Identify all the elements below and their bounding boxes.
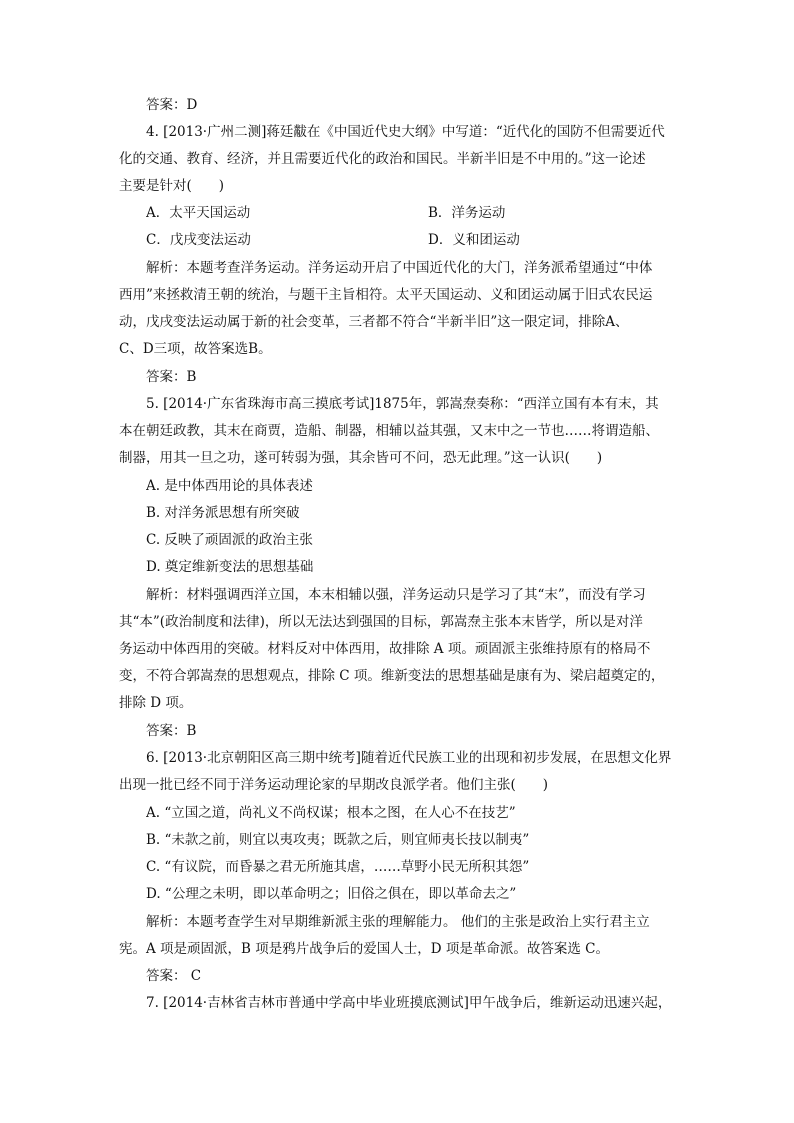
analysis-4-line-2: 西用”来拯救清王朝的统治，与题干主旨相符。太平天国运动、义和团运动属于旧式农民运: [119, 287, 653, 303]
question-4-option-b: B．洋务运动: [428, 205, 506, 221]
analysis-5-line-1: 解析：材料强调西洋立国，本末相辅以强，洋务运动只是学习了其“末”，而没有学习: [146, 587, 646, 603]
question-5-line-3: 制器，用其一旦之功，遂可转弱为强，其余皆可不问，恐无此理。”这一认识( ): [119, 450, 603, 466]
question-6-line-1: 6. [2013·北京朝阳区高三期中统考]随着近代民族工业的出现和初步发展，在思想文化界: [146, 750, 672, 766]
question-4-option-c: C．戊戌变法运动: [146, 232, 251, 248]
answer-4: 答案：B: [146, 369, 197, 385]
analysis-5-line-3: 务运动中体西用的突破。材料反对中体西用，故排除 A 项。顽固派主张维持原有的格局不: [119, 641, 651, 657]
question-6-option-a: A. “立国之道，尚礼义不尚权谋；根本之图，在人心不在技艺”: [146, 805, 516, 821]
analysis-4-line-1: 解析：本题考查洋务运动。洋务运动开启了中国近代化的大门，洋务派希望通过“中体: [146, 260, 653, 276]
question-4-line-3: 主要是针对( ): [119, 178, 225, 194]
analysis-5-line-4: 变，不符合郭嵩焘的思想观点，排除 C 项。维新变法的思想基础是康有为、梁启超奠定的，: [119, 668, 665, 684]
analysis-4-line-3: 动，戊戌变法运动属于新的社会变革，三者都不符合“半新半旧”这一限定词，排除A、: [119, 314, 629, 330]
question-5-option-d: D. 奠定维新变法的思想基础: [146, 559, 314, 575]
question-4-line-2: 化的交通、教育、经济，并且需要近代化的政治和国民。半新半旧是不中用的。”这一论述: [119, 151, 646, 167]
question-5-line-2: 本在朝廷政教，其末在商贾，造船、制器，相辅以益其强，又末中之一节也……将谓造船、: [119, 423, 659, 439]
question-5-option-c: C. 反映了顽固派的政治主张: [146, 532, 313, 548]
question-5-line-1: 5. [2014·广东省珠海市高三摸底考试]1875年，郭嵩焘奏称：“西洋立国有本有末，其: [146, 396, 659, 412]
question-4-option-a: A．太平天国运动: [146, 205, 251, 221]
analysis-4-line-4: C、D三项，故答案选B。: [119, 341, 272, 357]
question-5-option-b: B. 对洋务派思想有所突破: [146, 505, 300, 521]
question-6-option-d: D. “公理之未明，即以革命明之；旧俗之俱在，即以革命去之”: [146, 886, 517, 902]
answer-3: 答案：D: [146, 97, 198, 113]
analysis-5-line-5: 排除 D 项。: [119, 695, 193, 711]
question-4-option-d: D．义和团运动: [428, 232, 520, 248]
question-4-line-1: 4. [2013·广州二测]蒋廷黻在《中国近代史大纲》中写道：“近代化的国防不但需要近代: [146, 124, 665, 140]
answer-6: 答案： C: [146, 968, 202, 984]
analysis-6-line-1: 解析：本题考查学生对早期维新派主张的理解能力。 他们的主张是政治上实行君主立: [146, 914, 650, 930]
question-5-option-a: A. 是中体西用论的具体表述: [146, 478, 313, 494]
question-6-option-c: C. “有议院，而昏暴之君无所施其虐，……草野小民无所积其怨”: [146, 859, 530, 875]
analysis-5-line-2: 其“本”(政治制度和法律)，所以无法达到强国的目标，郭嵩焘主张本末皆学，所以是对洋: [119, 614, 643, 630]
question-6-line-2: 出现一批已经不同于洋务运动理论家的早期改良派学者。他们主张( ): [119, 777, 549, 793]
question-7-line-1: 7. [2014·吉林省吉林市普通中学高中毕业班摸底测试]甲午战争后，维新运动迅速兴起，: [146, 995, 672, 1011]
answer-5: 答案：B: [146, 723, 197, 739]
analysis-6-line-2: 宪。A 项是顽固派，B 项是鸦片战争后的爱国人士，D 项是革命派。故答案选 C。: [119, 941, 609, 957]
question-6-option-b: B. “未款之前，则宜以夷攻夷；既款之后，则宜师夷长技以制夷”: [146, 832, 530, 848]
